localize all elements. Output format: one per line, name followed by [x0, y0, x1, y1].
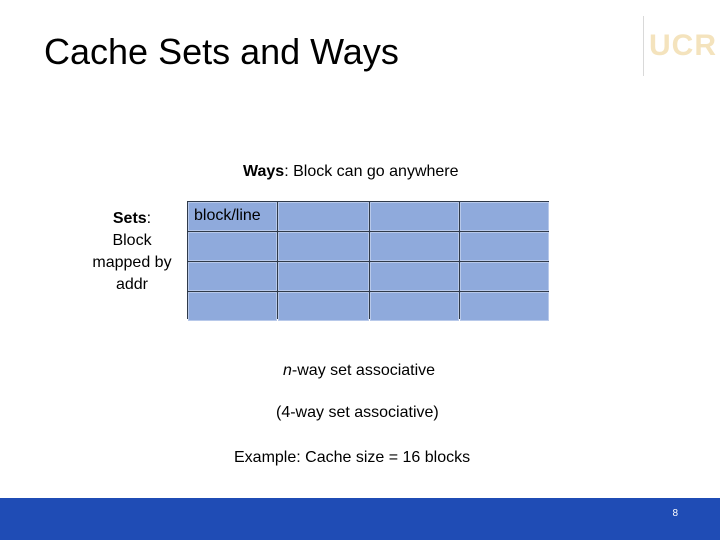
nway-text: -way set associative: [291, 362, 436, 379]
slide-title: Cache Sets and Ways: [44, 31, 399, 72]
cache-cell: [370, 292, 459, 321]
page-number: 8: [672, 508, 678, 519]
cache-cell: [278, 262, 369, 291]
fourway-caption: (4-way set associative): [276, 404, 439, 421]
cache-cell: [370, 262, 459, 291]
cache-cell: [278, 292, 369, 321]
nway-n: n: [283, 362, 292, 379]
logo-divider: [643, 16, 644, 76]
cache-cell: [460, 262, 549, 291]
cache-cell: [188, 232, 277, 261]
cache-cell: [278, 202, 369, 231]
sets-label: [92, 208, 172, 296]
cache-cell: [460, 292, 549, 321]
cache-cell: [370, 232, 459, 261]
cache-cell-block-line: block/line: [188, 202, 277, 231]
cache-cell: [188, 262, 277, 291]
sets-term: Sets: [112, 210, 147, 227]
ways-description: : Block can go anywhere: [284, 163, 459, 180]
nway-caption: [283, 362, 435, 380]
ways-term: Ways: [243, 163, 285, 180]
ucr-logo-text: UCR: [649, 29, 717, 62]
cache-grid: [187, 201, 549, 319]
example-caption: Example: Cache size = 16 blocks: [234, 449, 471, 466]
cache-cell: [188, 292, 277, 321]
cache-cell: [460, 202, 549, 231]
cache-cell: [278, 232, 369, 261]
ways-label: [243, 163, 459, 181]
footer-bar: [0, 498, 720, 540]
cache-cell: [460, 232, 549, 261]
sets-description: : Block mapped by addr: [92, 210, 172, 293]
ucr-logo: [643, 16, 717, 76]
cache-cell: [370, 202, 459, 231]
